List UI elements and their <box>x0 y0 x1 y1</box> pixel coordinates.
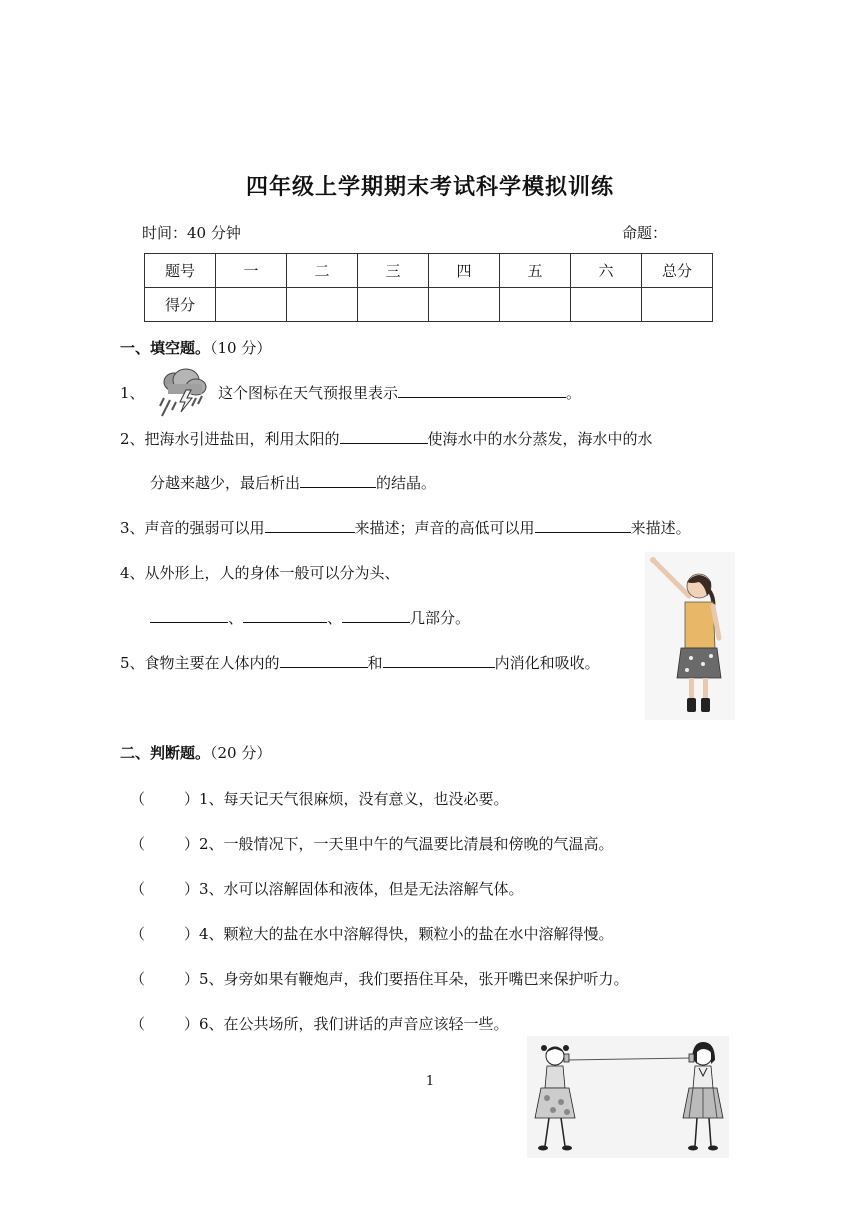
tin-can-telephone-illustration <box>527 1036 729 1158</box>
girl-pointing-illustration <box>645 552 735 720</box>
score-table <box>144 253 713 322</box>
answer-blank[interactable] <box>383 653 495 668</box>
judge-item <box>130 923 614 944</box>
answer-blank[interactable] <box>280 653 368 668</box>
exam-author: 命题： <box>622 224 668 242</box>
question-1 <box>120 382 145 403</box>
answer-paren[interactable]: （ <box>130 835 146 853</box>
question-3-part-a: 3、声音的强弱可以用 <box>120 519 265 537</box>
page-number: 1 <box>425 1074 435 1089</box>
judge-item <box>130 788 509 809</box>
question-2-part-b: 使海水中的水分蒸发，海水中的水 <box>427 430 653 448</box>
question-5-part-a: 5、食物主要在人体内的 <box>120 654 280 672</box>
score-cell[interactable] <box>358 288 429 322</box>
section1-heading <box>120 337 271 358</box>
answer-paren[interactable]: （ <box>130 1015 146 1033</box>
score-table-header-row <box>145 254 713 288</box>
section2-heading <box>120 742 271 763</box>
judge-item-text: ）1、每天记天气很麻烦，没有意义，也没必要。 <box>184 790 509 808</box>
question-1-end: 。 <box>566 384 582 402</box>
score-header-cell: 六 <box>571 254 642 288</box>
thunderstorm-rain-icon <box>156 366 210 418</box>
score-header-cell: 五 <box>500 254 571 288</box>
judge-item <box>130 968 629 989</box>
score-header-cell: 二 <box>287 254 358 288</box>
score-cell[interactable] <box>500 288 571 322</box>
answer-blank[interactable] <box>265 518 355 533</box>
judge-item-text: ）2、一般情况下，一天里中午的气温要比清晨和傍晚的气温高。 <box>184 835 614 853</box>
question-5-part-c: 内消化和吸收。 <box>494 654 600 672</box>
answer-blank[interactable] <box>150 608 228 623</box>
question-3-part-b: 来描述；声音的高低可以用 <box>354 519 535 537</box>
answer-blank[interactable] <box>398 383 566 398</box>
question-4-separator: 、 <box>228 609 244 627</box>
judge-item <box>130 1013 509 1034</box>
question-5-part-b: 和 <box>367 654 383 672</box>
question-4-line2 <box>150 607 470 628</box>
judge-item-text: ）5、身旁如果有鞭炮声，我们要捂住耳朵，张开嘴巴来保护听力。 <box>184 970 629 988</box>
section2-points: （20 分） <box>210 744 272 762</box>
question-1-text <box>218 382 581 403</box>
judge-item <box>130 878 524 899</box>
answer-paren[interactable]: （ <box>130 880 146 898</box>
question-2-line2 <box>150 472 436 493</box>
answer-paren[interactable]: （ <box>130 970 146 988</box>
judge-item <box>130 833 614 854</box>
score-cell[interactable] <box>571 288 642 322</box>
question-2-part-d: 的结晶。 <box>376 474 437 492</box>
page-title: 四年级上学期期末考试科学模拟训练 <box>245 174 614 200</box>
answer-paren[interactable]: （ <box>130 790 146 808</box>
question-5 <box>120 652 600 673</box>
judge-item-text: ）4、颗粒大的盐在水中溶解得快，颗粒小的盐在水中溶解得慢。 <box>184 925 614 943</box>
question-4-end: 几部分。 <box>410 609 471 627</box>
question-1-prompt: 这个图标在天气预报里表示 <box>218 384 399 402</box>
score-header-cell: 题号 <box>145 254 216 288</box>
question-4-separator: 、 <box>327 609 343 627</box>
question-1-number: 1、 <box>120 384 145 402</box>
question-4-line1: 4、从外形上，人的身体一般可以分为头、 <box>120 564 400 582</box>
answer-blank[interactable] <box>342 608 410 623</box>
judge-item-text: ）6、在公共场所，我们讲话的声音应该轻一些。 <box>184 1015 509 1033</box>
question-3 <box>120 517 691 538</box>
answer-blank[interactable] <box>340 429 428 444</box>
score-header-cell: 四 <box>429 254 500 288</box>
section1-title: 一、填空题。 <box>120 339 211 357</box>
question-2-part-c: 分越来越少，最后析出 <box>150 474 301 492</box>
section2-title: 二、判断题。 <box>120 744 211 762</box>
answer-blank[interactable] <box>535 518 631 533</box>
answer-paren[interactable]: （ <box>130 925 146 943</box>
score-header-cell: 总分 <box>642 254 713 288</box>
score-header-cell: 三 <box>358 254 429 288</box>
question-2-part-a: 2、把海水引进盐田，利用太阳的 <box>120 430 340 448</box>
exam-time: 时间：40 分钟 <box>142 224 241 242</box>
score-table-score-row <box>145 288 713 322</box>
question-3-part-c: 来描述。 <box>630 519 691 537</box>
section1-points: （10 分） <box>210 339 272 357</box>
score-cell[interactable] <box>429 288 500 322</box>
score-row-label: 得分 <box>145 288 216 322</box>
question-2-line1 <box>120 428 653 449</box>
answer-blank[interactable] <box>300 473 376 488</box>
score-cell[interactable] <box>216 288 287 322</box>
score-cell[interactable] <box>642 288 713 322</box>
score-header-cell: 一 <box>216 254 287 288</box>
judge-item-text: ）3、水可以溶解固体和液体，但是无法溶解气体。 <box>184 880 524 898</box>
score-cell[interactable] <box>287 288 358 322</box>
answer-blank[interactable] <box>243 608 327 623</box>
